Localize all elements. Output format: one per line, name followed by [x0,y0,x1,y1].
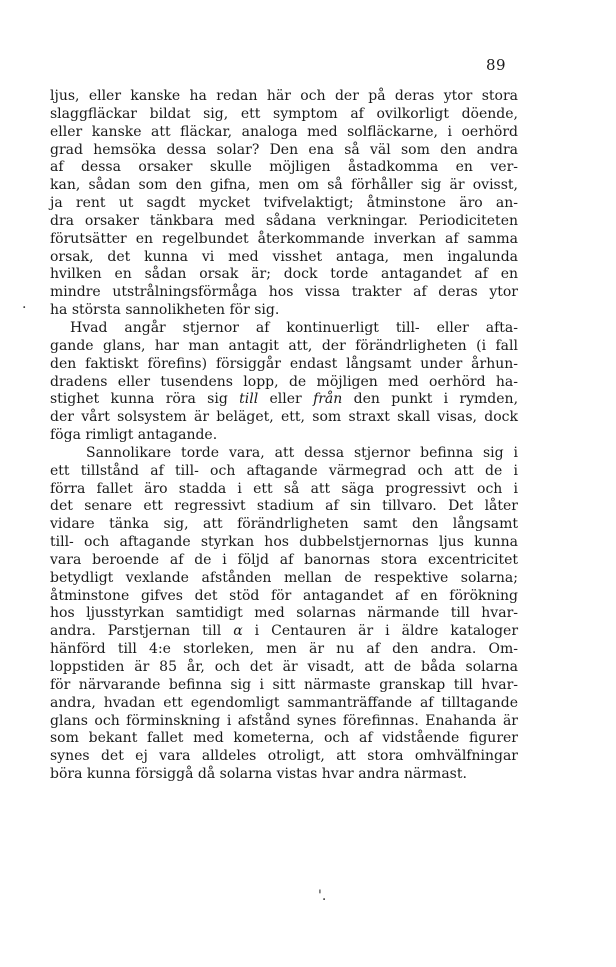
bottom-mark: '. [318,888,327,904]
text-line: loppstiden är 85 år, och det är visadt, att de båda solarna [50,659,518,675]
text-line: Hvad angår stjernor af kontinuerligt till- eller afta- [70,319,518,336]
text-line: för närvarande befinna sig i sitt närmaste granskap till hvar- [50,676,518,693]
text-line: gande glans, har man antagit att, der förändrligheten (i fall [50,337,518,354]
text-line: förutsätter en regelbundet återkommande inverkan af samma [50,230,518,247]
text-line: det senare ett regressivt stadium af sin tillvaro. Det låter [50,498,518,515]
text-line: hos ljusstyrkan samtidigt med solarnas närmande till hvar- [50,605,518,622]
text-line: vidare tänka sig, att förändrligheten samt den långsamt [50,516,518,533]
text-line: ha största sannolikheten för sig. [50,302,280,319]
text-line: hvilken en sådan orsak är; dock torde antagandet af en [50,266,518,283]
text-line: der vårt solsystem är beläget, ett, som straxt skall visas, dock [50,409,518,426]
italic-word: från [313,391,343,408]
text-line: af dessa orsaker skulle möjligen åstadkomma en ver- [50,159,518,176]
text-line: synes det ej vara alldeles otroligt, att stora omhvälfningar [50,748,518,765]
text-line: mindre utstrålningsförmåga hos vissa trakter af deras ytor [50,284,518,301]
text-line: dra orsaker tänkbara med sådana verkningar. Periodiciteten [50,212,518,229]
text-segment: den punkt i rymden, [353,391,519,408]
text-line: ett tillstånd af till- och aftagande värmegrad och att de i [50,462,518,479]
text-line-with-greek [50,623,518,641]
text-line: betydligt vexlande afstånden mellan de respektive solarna; [50,569,518,586]
paragraph-1 [50,88,518,320]
margin-dot: . [22,296,27,312]
text-segment: andra. Parstjernan till [50,623,222,640]
text-line: kan, sådan som den gifna, men om så förhåller sig är ovisst, [50,177,518,194]
text-segment: i Centauren är i äldre kataloger [254,623,519,640]
greek-letter: α [233,623,243,640]
text-segment: eller [269,391,302,408]
text-line: eller kanske att fläckar, analoga med solfläckarne, i oerhörd [50,123,518,140]
text-line: ljus, eller kanske ha redan här och der på deras ytor stora [50,88,518,104]
paragraph-3 [50,445,518,784]
text-line-with-italics [50,391,518,409]
page-number: 89 [486,56,507,74]
text-line: ja rent ut sagdt mycket tvifvelaktigt; åtminstone äro an- [50,195,518,212]
text-line: vara beroende af de i följd af banornas stora excentricitet [50,551,518,568]
text-line: orsak, det kunna vi med visshet antaga, men ingalunda [50,248,518,265]
paragraph-2 [50,320,518,445]
text-line: till- och aftagande styrkan hos dubbelstjernornas ljus kunna [50,534,518,551]
text-line: böra kunna försiggå då solarna vistas hvar andra närmast. [50,766,467,783]
page-body [50,88,518,784]
text-line: åtminstone gifves det stöd för antagandet af en förökning [50,587,518,604]
italic-word: till [239,391,259,408]
text-line: som bekant fallet med kometerna, och af vidstående figurer [50,730,518,747]
text-line: slaggfläckar bildat sig, ett symptom af ovilkorligt döende, [50,105,518,122]
text-line: glans och förminskning i afstånd synes förefinnas. Enahanda är [50,712,518,729]
text-segment: stighet kunna röra sig [50,391,228,408]
text-line: Sannolikare torde vara, att dessa stjernor befinna sig i [86,444,518,461]
text-line: förra fallet äro stadda i ett så att säga progressivt och i [50,480,518,497]
text-line: hänförd till 4:e storleken, men är nu af den andra. Om- [50,641,518,658]
text-line: grad hemsöka dessa solar? Den ena så väl som den andra [50,141,518,158]
text-line: dradens eller tusendens lopp, de möjligen med oerhörd ha- [50,373,518,390]
text-line: föga rimligt antagande. [50,427,218,444]
text-line: andra, hvadan ett egendomligt sammanträffande af tilltagande [50,694,518,711]
text-line: den faktiskt förefins) försiggår endast långsamt under århun- [50,355,518,372]
